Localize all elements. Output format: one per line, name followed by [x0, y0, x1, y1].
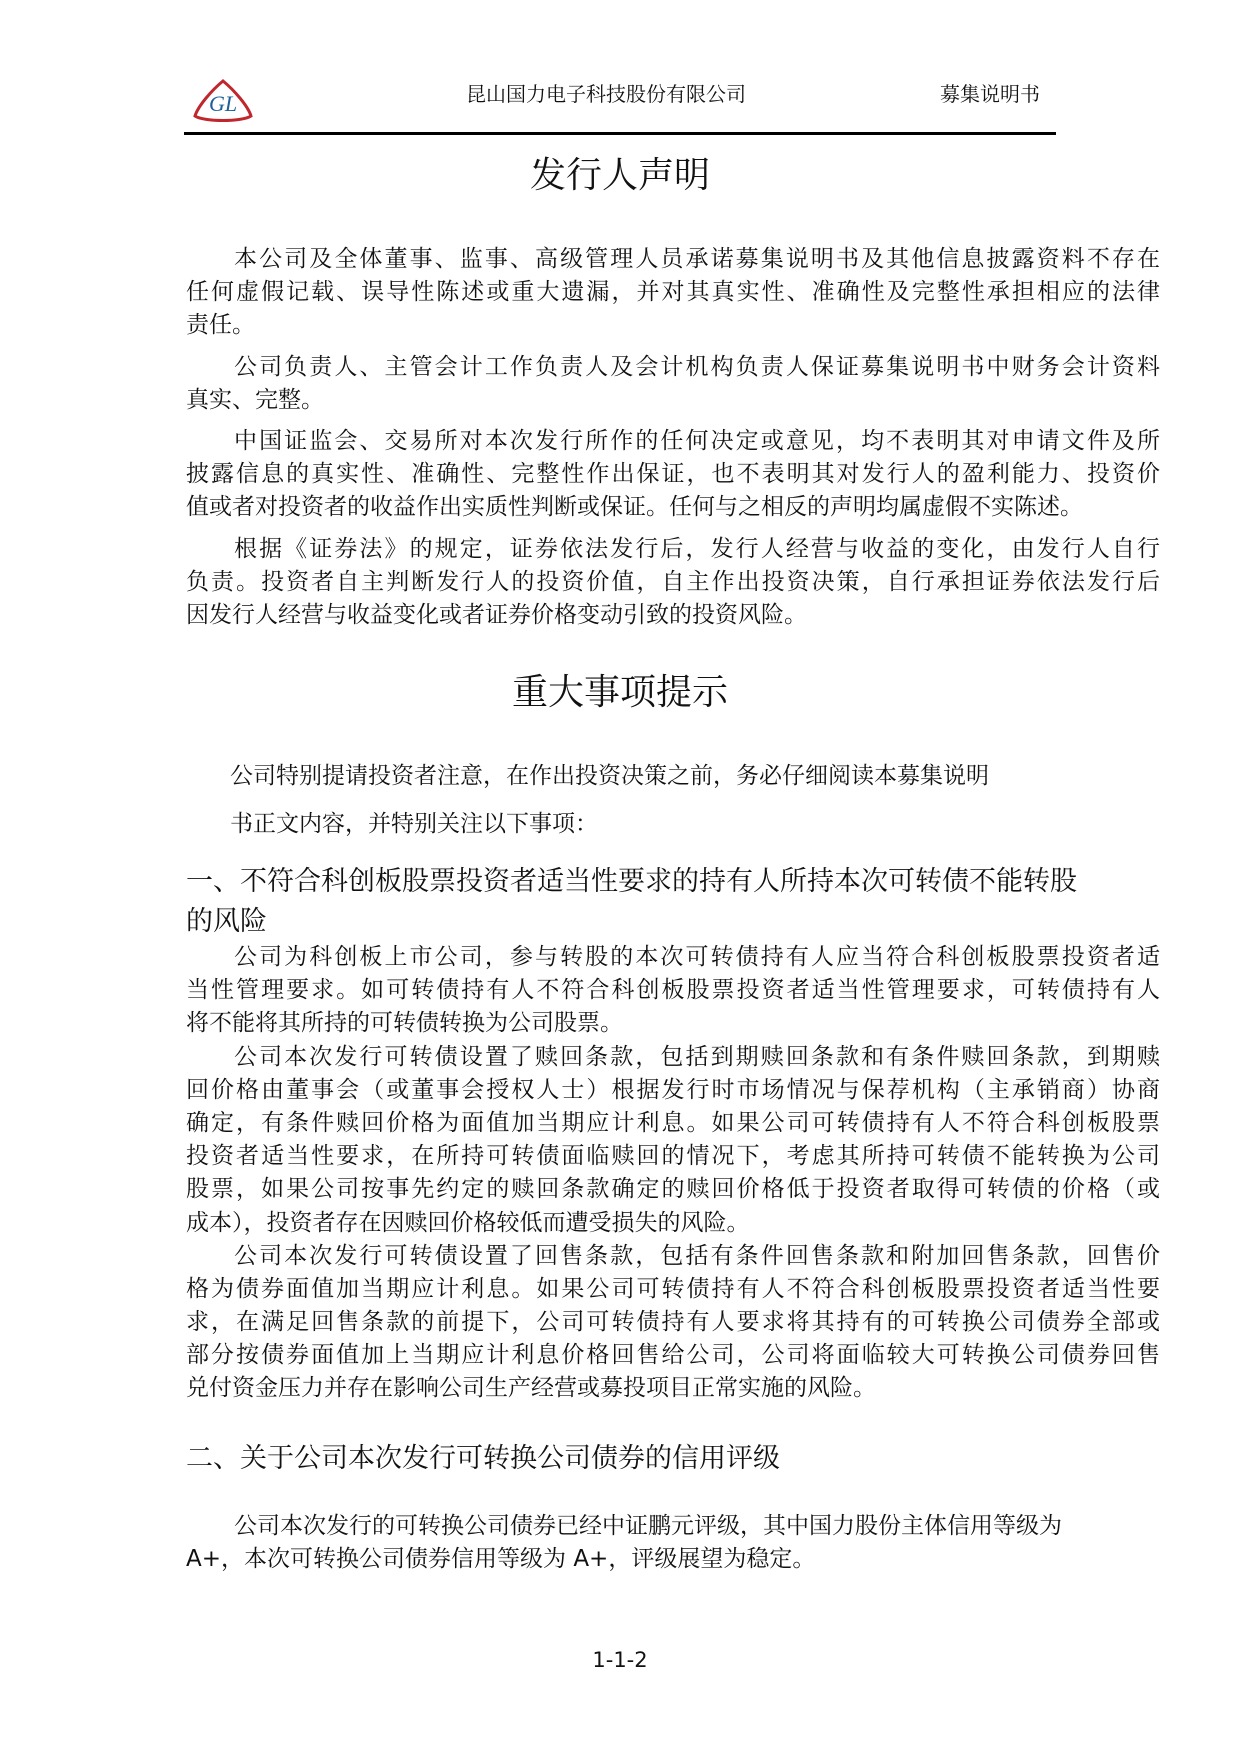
text-line: 任何虚假记载、误导性陈述或重大遗漏，并对其真实性、准确性及完整性承担相应的法律 [186, 279, 1160, 306]
section-title-issuer-statement: 发行人声明 [529, 155, 710, 196]
header-company-name: 昆山国力电子科技股份有限公司 [466, 82, 746, 106]
text-line: 公司特别提请投资者注意，在作出投资决策之前，务必仔细阅读本募集说明 [230, 763, 989, 789]
notice-paragraph [230, 752, 1060, 848]
text-line: 公司为科创板上市公司，参与转股的本次可转债持有人应当符合科创板股票投资者适 [234, 944, 1160, 970]
section-title-major-matters: 重大事项提示 [511, 672, 728, 713]
text-line: 公司负责人、主管会计工作负责人及会计机构负责人保证募集说明书中财务会计资料 [234, 353, 1160, 380]
page-number: 1-1-2 [592, 1648, 648, 1672]
issuer-statement-body [186, 243, 1160, 632]
text-line: A+，本次可转换公司债券信用等级为 A+，评级展望为稳定。 [186, 1546, 816, 1573]
item-1-body [186, 941, 1160, 1406]
header-divider [184, 132, 1056, 135]
text-line: 将不能将其所持的可转债转换为公司股票。 [186, 1010, 623, 1037]
text-line: 一、不符合科创板股票投资者适当性要求的持有人所持本次可转债不能转股 [186, 866, 1077, 897]
text-line: 公司本次发行可转债设置了回售条款，包括有条件回售条款和附加回售条款，回售价 [234, 1242, 1160, 1269]
text-line: 成本），投资者存在因赎回价格较低而遭受损失的风险。 [186, 1209, 750, 1236]
paragraph [186, 351, 1160, 417]
paragraph [186, 1041, 1160, 1240]
text-line: 中国证监会、交易所对本次发行所作的任何决定或意见，均不表明其对申请文件及所 [234, 427, 1160, 454]
text-line: 求，在满足回售条款的前提下，公司可转债持有人要求将其持有的可转换公司债券全部或 [186, 1309, 1160, 1336]
text-line: 公司本次发行的可转换公司债券已经中证鹏元评级，其中国力股份主体信用等级为 [234, 1513, 1062, 1539]
heading-item-2 [186, 1439, 1160, 1479]
company-logo [190, 78, 256, 124]
text-line: 责任。 [186, 312, 255, 339]
text-line: 当性管理要求。如可转债持有人不符合科创板股票投资者适当性管理要求，可转债持有人 [186, 977, 1160, 1004]
text-line: 根据《证券法》的规定，证券依法发行后，发行人经营与收益的变化，由发行人自行 [234, 535, 1160, 562]
text-line: 股票，如果公司按事先约定的赎回条款确定的赎回价格低于投资者取得可转债的价格（或 [186, 1176, 1160, 1203]
text-line: 书正文内容，并特别关注以下事项： [230, 811, 598, 837]
paragraph [186, 425, 1160, 525]
text-line: 投资者适当性要求，在所持可转债面临赎回的情况下，考虑其所持可转债不能转换为公司 [186, 1143, 1160, 1170]
paragraph [186, 1510, 1160, 1576]
text-line: 本公司及全体董事、监事、高级管理人员承诺募集说明书及其他信息披露资料不存在 [234, 246, 1160, 272]
text-line: 负责。投资者自主判断发行人的投资价值，自主作出投资决策，自行承担证券依法发行后 [186, 568, 1160, 595]
text-line: 值或者对投资者的收益作出实质性判断或保证。任何与之相反的声明均属虚假不实陈述。 [186, 494, 1083, 521]
svg-text:GL: GL [208, 91, 238, 116]
text-line: 部分按债券面值加上当期应计利息价格回售给公司，公司将面临较大可转换公司债券回售 [186, 1342, 1160, 1369]
header-doc-type: 募集说明书 [940, 82, 1040, 106]
item-2-body [186, 1510, 1160, 1576]
heading-item-1 [186, 862, 1160, 942]
text-line: 的风险 [186, 906, 267, 937]
paragraph [186, 1240, 1160, 1406]
paragraph [186, 533, 1160, 633]
text-line: 真实、完整。 [186, 386, 324, 413]
text-line: 二、关于公司本次发行可转换公司债券的信用评级 [186, 1443, 780, 1474]
paragraph [186, 941, 1160, 1041]
text-line: 披露信息的真实性、准确性、完整性作出保证，也不表明其对发行人的盈利能力、投资价 [186, 461, 1160, 488]
text-line: 因发行人经营与收益变化或者证券价格变动引致的投资风险。 [186, 601, 807, 628]
text-line: 兑付资金压力并存在影响公司生产经营或募投项目正常实施的风险。 [186, 1375, 876, 1402]
paragraph [186, 243, 1160, 343]
text-line: 确定，有条件赎回价格为面值加当期应计利息。如果公司可转债持有人不符合科创板股票 [186, 1109, 1160, 1136]
text-line: 回价格由董事会（或董事会授权人士）根据发行时市场情况与保荐机构（主承销商）协商 [186, 1076, 1160, 1103]
text-line: 格为债券面值加当期应计利息。如果公司可转债持有人不符合科创板股票投资者适当性要 [186, 1275, 1160, 1302]
text-line: 公司本次发行可转债设置了赎回条款，包括到期赎回条款和有条件赎回条款，到期赎 [234, 1043, 1160, 1070]
